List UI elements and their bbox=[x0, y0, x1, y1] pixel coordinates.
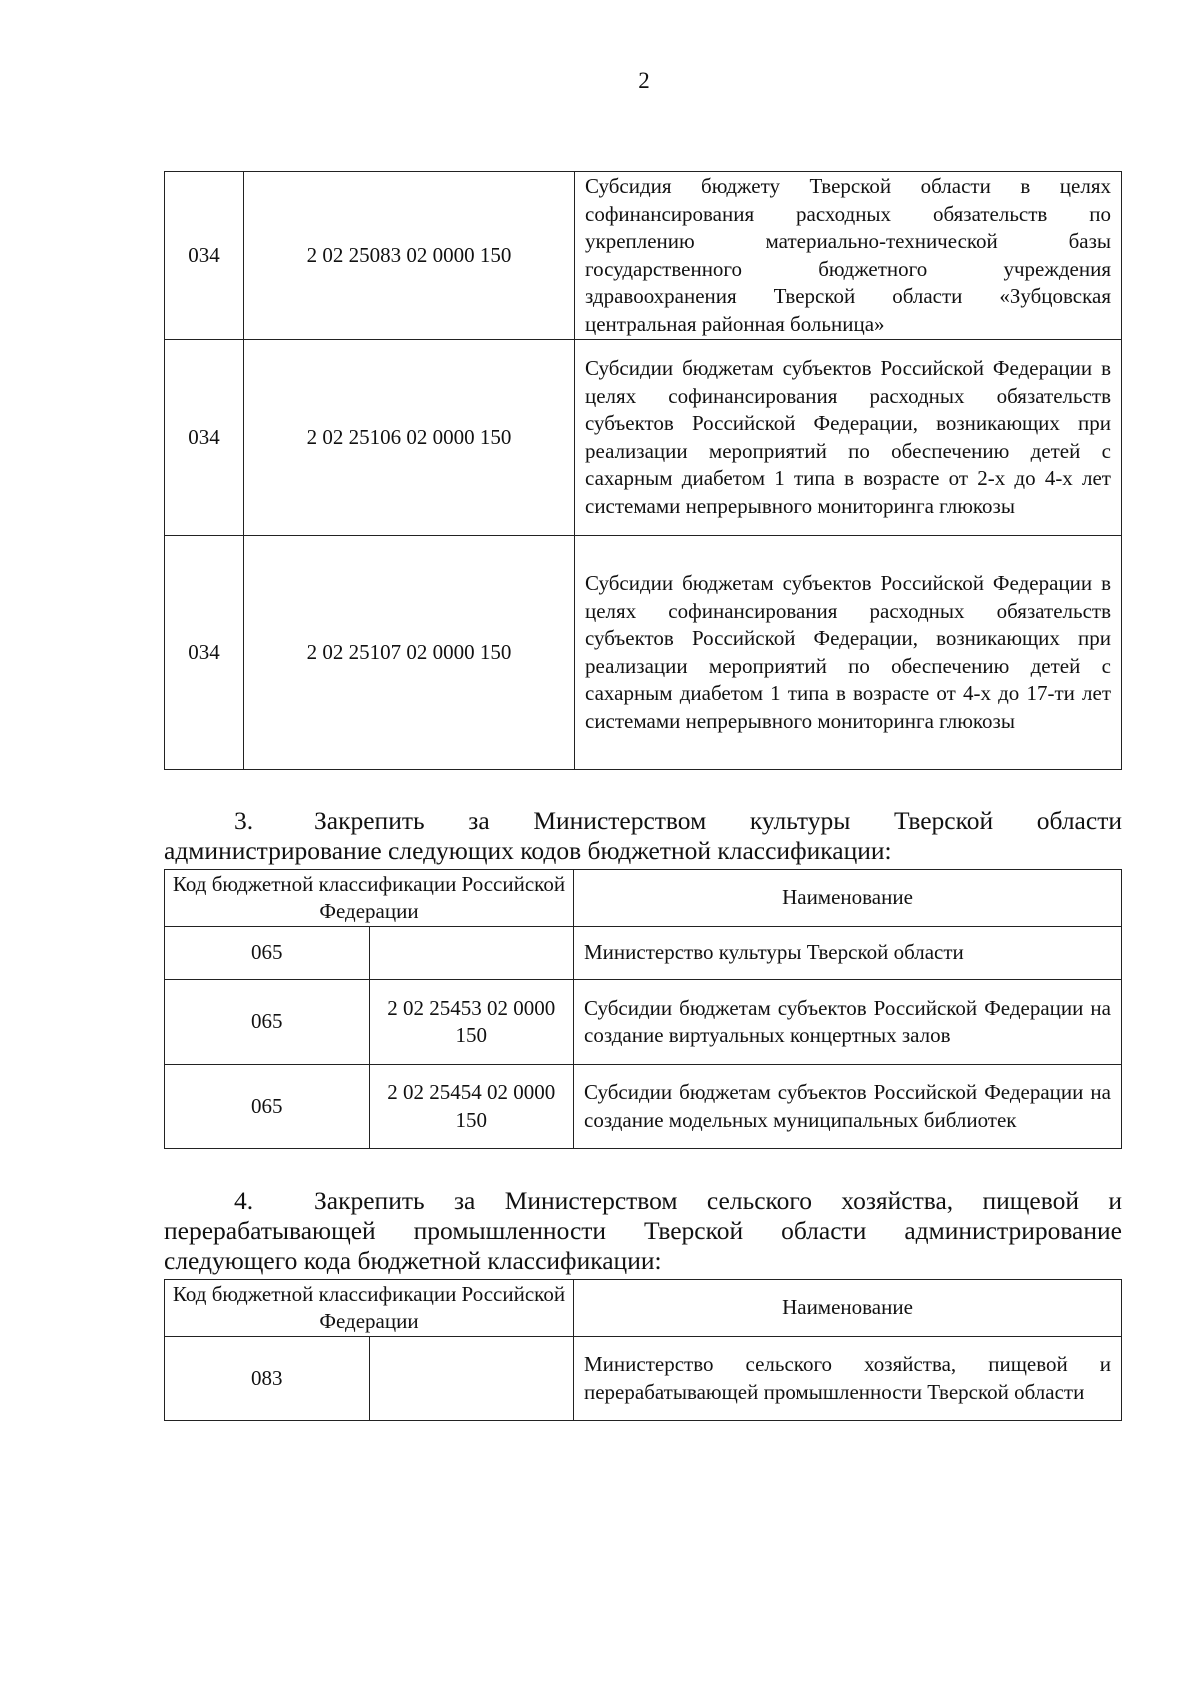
kbk-code-cell: 2 02 25453 02 0000 150 bbox=[369, 980, 574, 1065]
kbk-name-cell: Министерство культуры Тверской области bbox=[574, 927, 1122, 980]
section-4-paragraph bbox=[164, 1186, 1122, 1276]
kbk-code-cell: 2 02 25454 02 0000 150 bbox=[369, 1065, 574, 1149]
kbk-table-ministry-culture bbox=[164, 869, 1122, 1149]
section-3-text: Закрепить за Министерством культуры Тверской области администрирование следующих кодов бюджетной классификации: bbox=[164, 806, 1122, 865]
kbk-table-ministry-agriculture bbox=[164, 1279, 1122, 1421]
admin-code-cell: 065 bbox=[165, 1065, 370, 1149]
kbk-name-cell: Субсидии бюджетам субъектов Российской Федерации на создание модельных муниципальных библиотек bbox=[574, 1065, 1122, 1149]
kbk-name-cell: Субсидии бюджетам субъектов Российской Федерации в целях софинансирования расходных обязательств субъектов Российской Федерации, возникающих при реализации мероприятий по обеспечению детей с сахарным диабетом 1 типа в возрасте от 2-х до 4-х лет системами непрерывного мониторинга глюкозы bbox=[575, 340, 1122, 536]
page-number: 2 bbox=[638, 68, 650, 93]
kbk-code-cell bbox=[369, 1337, 574, 1421]
header-code-cell: Код бюджетной классификации Российской Федерации bbox=[165, 870, 574, 927]
section-4-number: 4. bbox=[234, 1186, 254, 1215]
admin-code-cell: 034 bbox=[165, 536, 244, 770]
kbk-code-cell bbox=[369, 927, 574, 980]
kbk-code-cell: 2 02 25106 02 0000 150 bbox=[244, 340, 575, 536]
kbk-name-cell: Субсидии бюджетам субъектов Российской Федерации в целях софинансирования расходных обязательств субъектов Российской Федерации, возникающих при реализации мероприятий по обеспечению детей с сахарным диабетом 1 типа в возрасте от 4-х до 17-ти лет системами непрерывного мониторинга глюкозы bbox=[575, 536, 1122, 770]
admin-code-cell: 065 bbox=[165, 980, 370, 1065]
admin-code-cell: 083 bbox=[165, 1337, 370, 1421]
header-name-cell: Наименование bbox=[574, 870, 1122, 927]
table-row bbox=[165, 980, 1122, 1065]
table-row bbox=[165, 340, 1122, 536]
kbk-name-cell: Субсидия бюджету Тверской области в целях софинансирования расходных обязательств по укреплению материально-технической базы государственного бюджетного учреждения здравоохранения Тверской области «Зубцовская центральная районная больница» bbox=[575, 172, 1122, 340]
table-row bbox=[165, 536, 1122, 770]
section-3-number: 3. bbox=[234, 806, 254, 835]
table-row bbox=[165, 1337, 1122, 1421]
table-row bbox=[165, 172, 1122, 340]
table-row bbox=[165, 1065, 1122, 1149]
header-code-cell: Код бюджетной классификации Российской Федерации bbox=[165, 1280, 574, 1337]
kbk-code-cell: 2 02 25083 02 0000 150 bbox=[244, 172, 575, 340]
kbk-table-ministry-health bbox=[164, 171, 1122, 770]
admin-code-cell: 034 bbox=[165, 340, 244, 536]
kbk-name-cell: Министерство сельского хозяйства, пищевой и перерабатывающей промышленности Тверской области bbox=[574, 1337, 1122, 1421]
table-header-row bbox=[165, 1280, 1122, 1337]
kbk-code-cell: 2 02 25107 02 0000 150 bbox=[244, 536, 575, 770]
admin-code-cell: 065 bbox=[165, 927, 370, 980]
header-name-cell: Наименование bbox=[574, 1280, 1122, 1337]
section-3-paragraph bbox=[164, 806, 1122, 866]
table-row bbox=[165, 927, 1122, 980]
section-4-text: Закрепить за Министерством сельского хозяйства, пищевой и перерабатывающей промышленности Тверской области администрирование следующего кода бюджетной классификации: bbox=[164, 1186, 1122, 1275]
kbk-name-cell: Субсидии бюджетам субъектов Российской Федерации на создание виртуальных концертных залов bbox=[574, 980, 1122, 1065]
table-header-row bbox=[165, 870, 1122, 927]
admin-code-cell: 034 bbox=[165, 172, 244, 340]
